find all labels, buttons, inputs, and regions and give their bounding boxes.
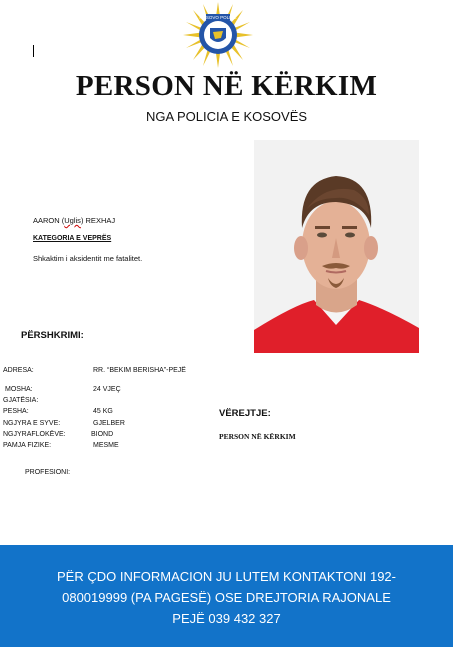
height-label: GJATËSIA: <box>3 397 39 404</box>
remarks-heading: VËREJTJE: <box>219 408 271 419</box>
address-value: RR. “BEKIM BERISHA”-PEJË <box>93 367 186 374</box>
hair-color-value: BIOND <box>91 431 114 438</box>
age-value: 24 VJEÇ <box>93 386 121 393</box>
weight-value: 45 KG <box>93 408 113 415</box>
contact-info <box>0 566 453 629</box>
text-cursor <box>33 45 34 57</box>
eye-color-value: GJELBER <box>93 420 125 427</box>
weight-label: PESHA: <box>3 408 29 415</box>
address-label: ADRESA: <box>3 367 34 374</box>
kosovo-police-logo <box>183 2 253 68</box>
contact-line-2: 080019999 (PA PAGESË) OSE DREJTORIA RAJONALE <box>62 590 391 605</box>
description-heading: PËRSHKRIMI: <box>21 330 84 341</box>
page-subtitle: NGA POLICIA E KOSOVËS <box>145 109 308 124</box>
profession-label: PROFESIONI: <box>25 469 71 476</box>
age-label: MOSHA: <box>5 386 33 393</box>
crime-description: Shkaktim i aksidentit me fatalitet. <box>33 254 143 263</box>
remarks-text: PERSON NË KËRKIM <box>219 432 296 441</box>
svg-text:KOSOVO POLICE: KOSOVO POLICE <box>199 15 237 20</box>
suspect-photo <box>254 140 419 353</box>
build-value: MESME <box>93 442 119 449</box>
suspect-name: AARON (Uglis) REXHAJ <box>33 216 116 225</box>
contact-line-3: PEJË 039 432 327 <box>172 611 281 626</box>
build-label: PAMJA FIZIKE: <box>3 442 52 449</box>
category-label: KATEGORIA E VEPRËS <box>33 235 112 242</box>
contact-line-1: PËR ÇDO INFORMACION JU LUTEM KONTAKTONI 192- <box>56 569 396 584</box>
hair-color-label: NGJYRAFLOKËVE: <box>3 431 66 438</box>
page-title: PERSON NË KËRKIM <box>75 70 378 102</box>
eye-color-label: NGJYRA E SYVE: <box>3 420 61 427</box>
